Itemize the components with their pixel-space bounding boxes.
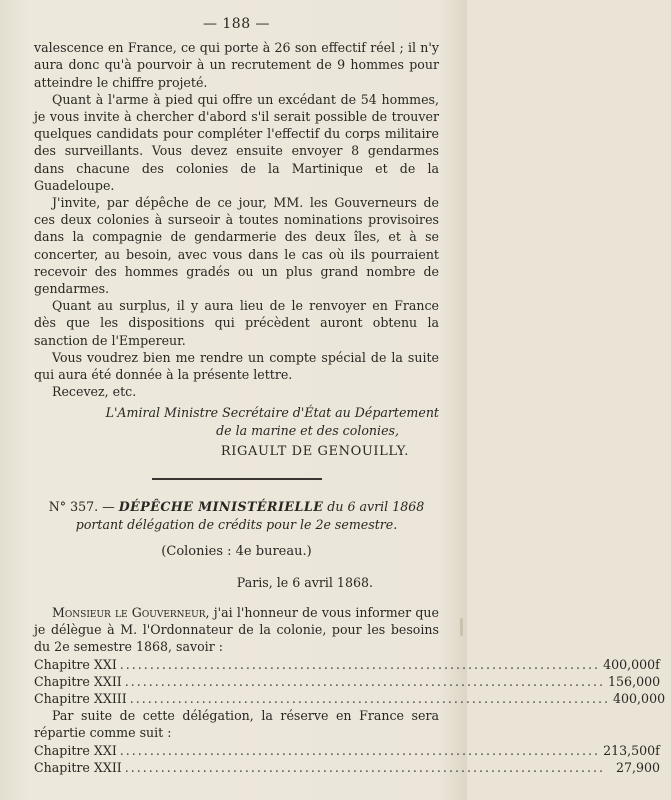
paragraph-reserve: Par suite de cette délégation, la réserve en France sera répartie comme suit : bbox=[34, 708, 439, 741]
section-subtitle: portant délégation de crédits pour le 2e semestre. bbox=[75, 517, 398, 533]
leader-dots: ................................................................................ bbox=[119, 742, 601, 758]
credit-chapter: Chapitre XXI bbox=[34, 656, 117, 672]
credit-chapter: Chapitre XXIII bbox=[34, 690, 127, 706]
credit-amount: 400,000 bbox=[613, 690, 666, 706]
section-heading bbox=[34, 498, 439, 515]
section-title-tail: du 6 avril 1868 bbox=[323, 499, 425, 515]
credit-amount: 400,000f bbox=[603, 656, 660, 672]
credits-list bbox=[34, 656, 666, 708]
paragraph-intro bbox=[34, 604, 439, 656]
paragraph-arme-a-pied: Quant à l'arme à pied qui offre un excédant de 54 hommes, je vous invite à chercher d'abord s'il serait possible de trouver quelques candidats pour compléter l'effectif du corps militaire des surveillants. Vous devez ensuite envoyer 8 gendarmes dans chacune des colonies de la Martinique et de la Guadeloupe. bbox=[34, 91, 439, 193]
closing-title-line1: L'Amiral Ministre Secrétaire d'État au Département bbox=[105, 405, 439, 421]
paragraph-continuation: valescence en France, ce qui porte à 26 son effectif réel ; il n'y aura donc qu'à pourvoir à un recrutement de 9 hommes pour atteindre le chiffre projeté. bbox=[34, 40, 439, 90]
leader-dots: ................................................................................ bbox=[129, 690, 611, 706]
credit-row bbox=[34, 690, 666, 707]
reserve-amount: 27,900 bbox=[615, 759, 661, 775]
paragraph-recevez: Recevez, etc. bbox=[52, 384, 137, 400]
section-divider bbox=[152, 478, 322, 480]
reserve-chapter: Chapitre XXII bbox=[34, 759, 122, 775]
leader-dots: ................................................................................ bbox=[124, 673, 606, 689]
credit-row bbox=[34, 656, 660, 673]
reserve-list bbox=[34, 742, 661, 776]
closing-title-line2: de la marine et des colonies, bbox=[216, 422, 399, 438]
leader-dots: ................................................................................ bbox=[119, 656, 601, 672]
section-number: N° 357. bbox=[48, 499, 99, 515]
dateline: Paris, le 6 avril 1868. bbox=[236, 574, 373, 590]
reserve-row bbox=[34, 742, 660, 759]
paragraph-compte-rendu: Vous voudrez bien me rendre un compte spécial de la suite qui aura été donnée à la présente lettre. bbox=[34, 349, 439, 383]
credit-chapter: Chapitre XXII bbox=[34, 673, 122, 689]
leader-dots: ................................................................................ bbox=[124, 759, 606, 775]
credit-amount: 156,000 bbox=[608, 673, 661, 689]
credit-row bbox=[34, 673, 661, 690]
section-title: DÉPÊCHE MINISTÉRIELLE bbox=[118, 499, 324, 515]
reserve-chapter: Chapitre XXI bbox=[34, 742, 117, 758]
intro-text: j'ai l'honneur de vous informer que je délègue à M. l'Ordonnateur de la colonie, pour les besoins du 2e semestre 1868, savoir : bbox=[34, 604, 439, 655]
page-edge-mark bbox=[460, 618, 463, 636]
section-dash: — bbox=[98, 499, 119, 515]
paragraph-invitation: J'invite, par dépêche de ce jour, MM. les Gouverneurs de ces deux colonies à surseoir à toutes nominations provisoires dans la compagnie de gendarmerie des deux îles, et à se concerter, au besoin, avec vous dans le cas où ils pourraient recevoir des hommes gradés ou un plus grand nombre de gendarmes. bbox=[34, 195, 439, 297]
page-number: — 188 — bbox=[202, 16, 271, 32]
reserve-row bbox=[34, 759, 661, 776]
paragraph-surplus: Quant au surplus, il y aura lieu de le renvoyer en France dès que les dispositions qui précèdent auront obtenu la sanction de l'Empereur. bbox=[34, 298, 439, 348]
section-bureau: (Colonies : 4e bureau.) bbox=[161, 544, 312, 560]
reserve-amount: 213,500f bbox=[603, 742, 660, 758]
signature: RIGAULT DE GENOUILLY. bbox=[220, 443, 409, 459]
salutation: Monsieur le Gouverneur, bbox=[52, 604, 210, 620]
